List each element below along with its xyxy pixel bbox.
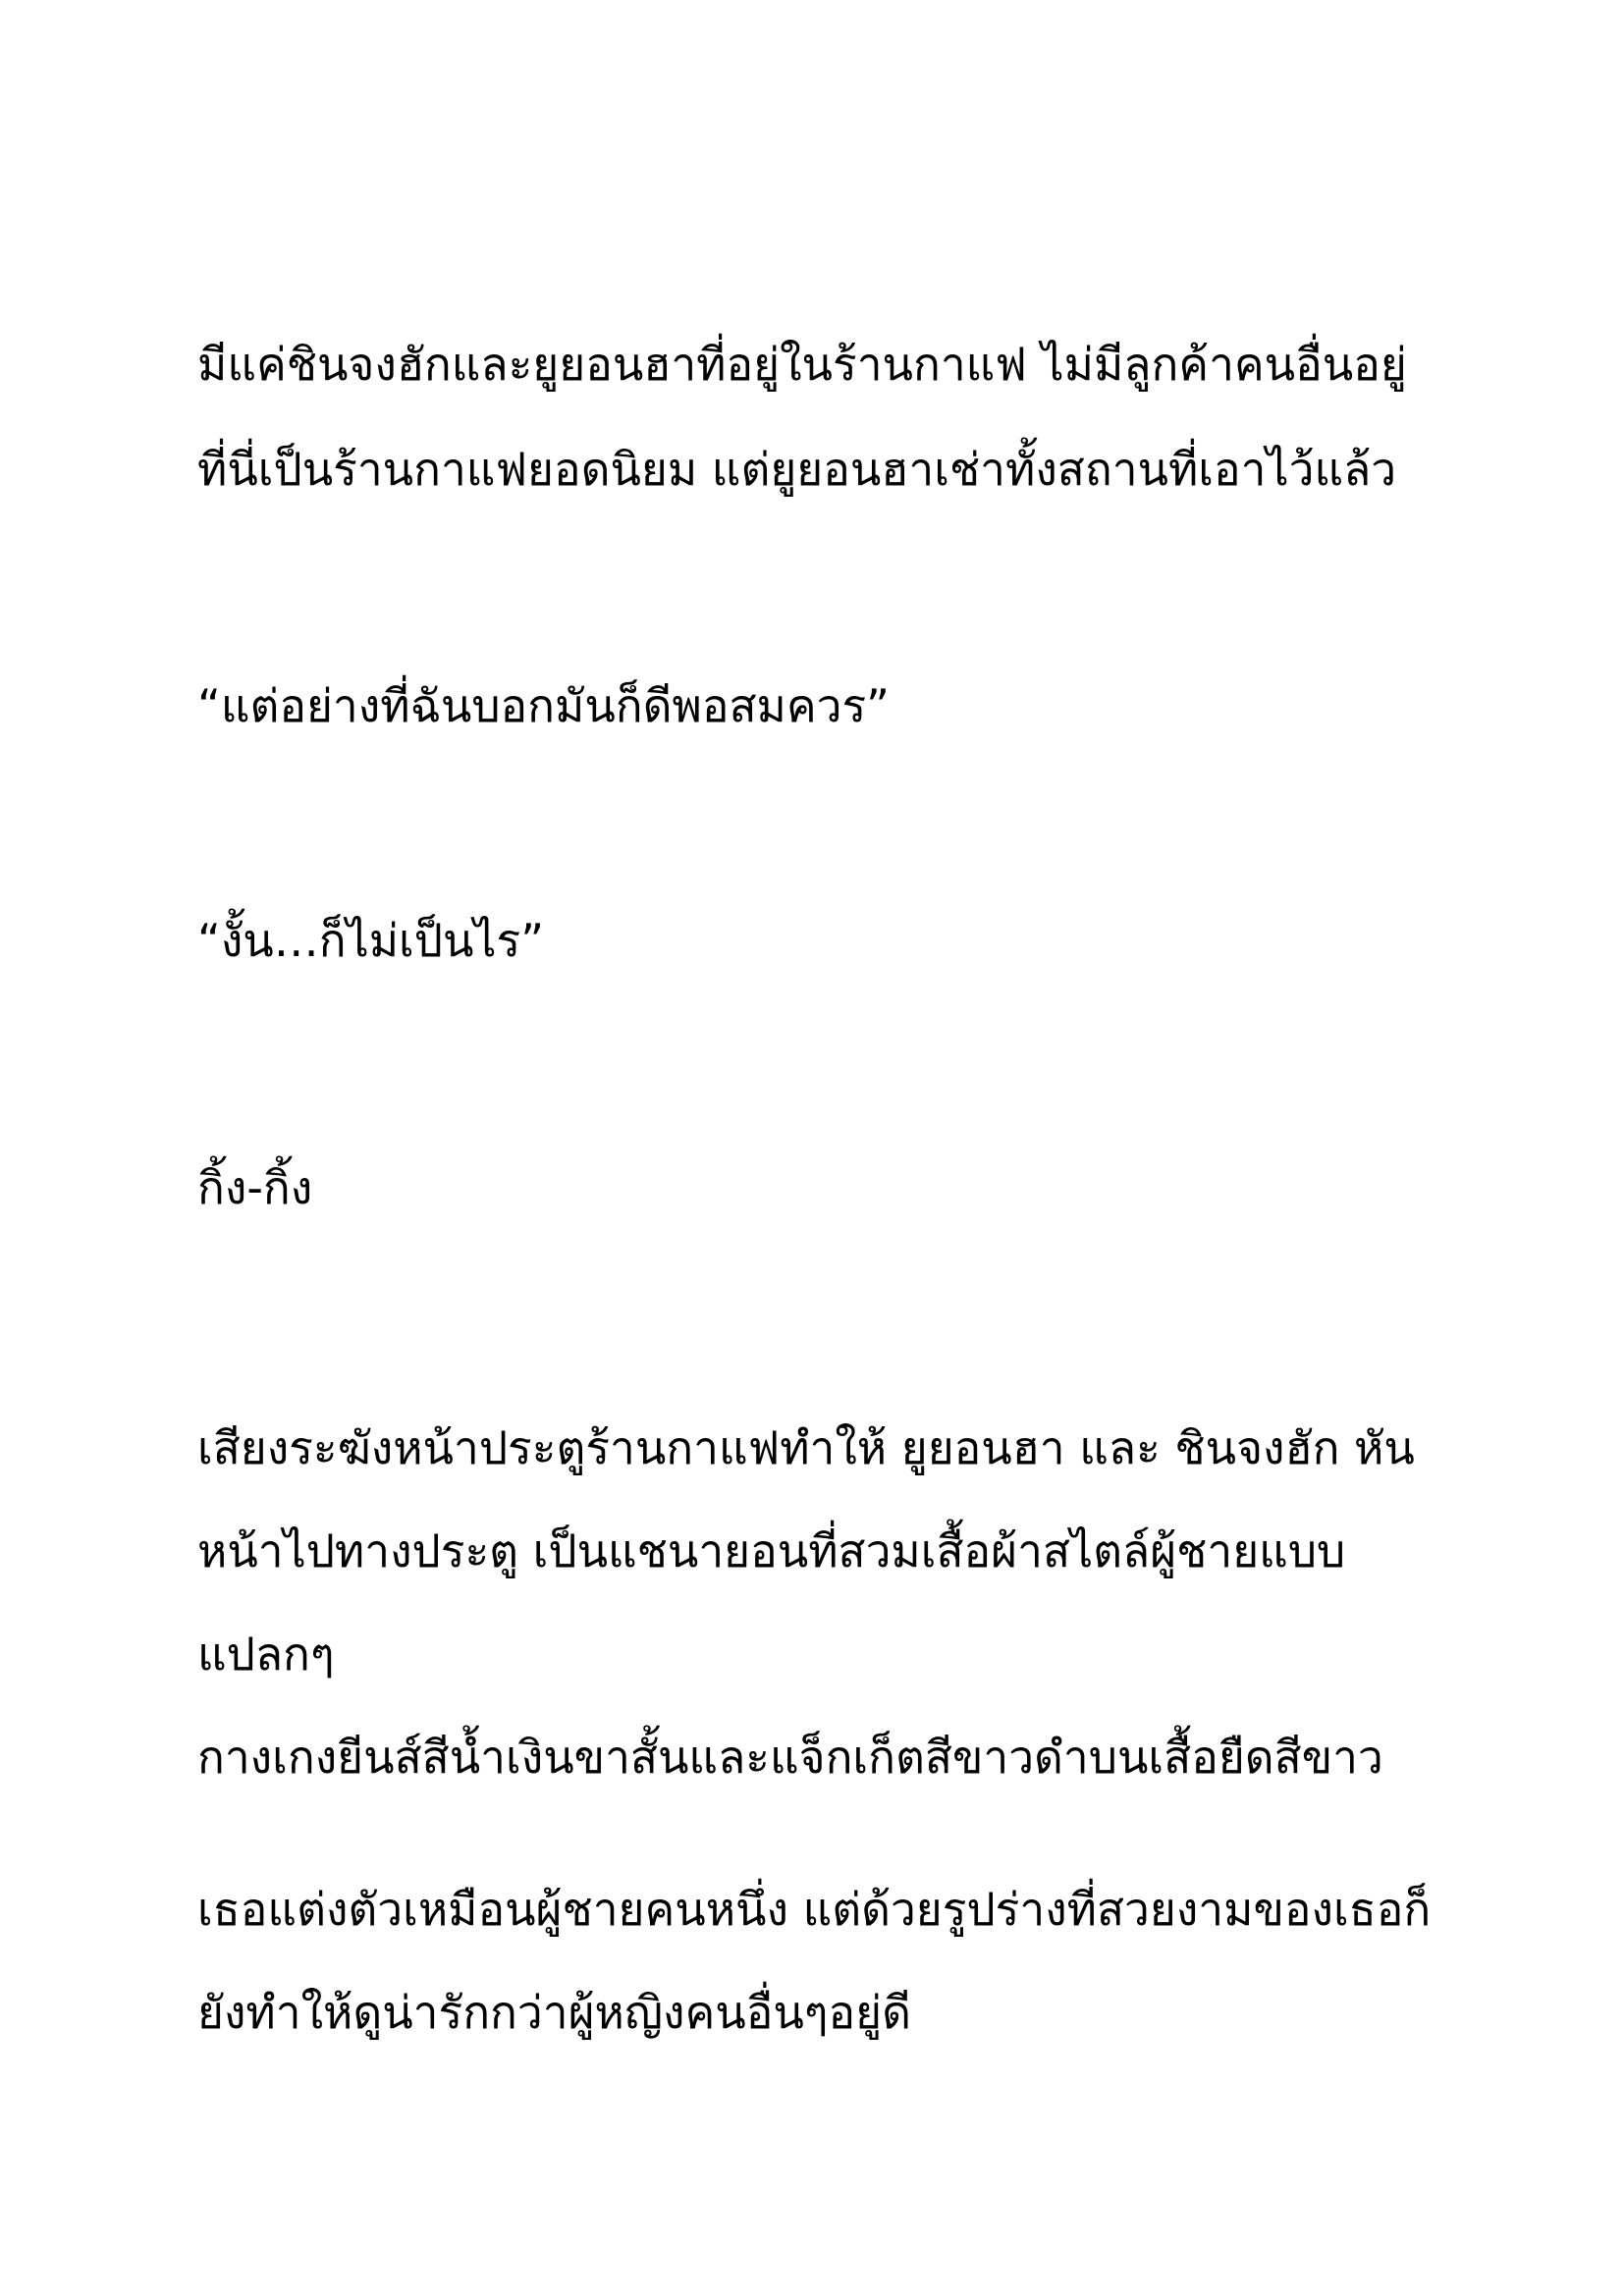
paragraph-line: เธอแต่งตัวเหมือนผู้ชายคนหนึ่ง แต่ด้วยรูปร่างที่สวยงามของเธอก็ [197,1883,1432,1936]
paragraph-line: กางเกงยีนส์สีน้ำเงินขาสั้นและแจ็กเก็ตสีขาวดำบนเสื้อยืดสีขาว [197,1731,1383,1784]
paragraph-line: แปลกๆ [197,1628,335,1681]
paragraph-line: ยังทำให้ดูน่ารักกว่าผู้หญิงคนอื่นๆอยู่ดี [197,1986,911,2039]
dialogue-line: “แต่อย่างที่ฉันบอกมันก็ดีพอสมควร” [197,679,890,732]
paragraph-line: มีแค่ชินจงฮักและยูยอนฮาที่อยู่ในร้านกาแฟ ไม่มีลูกค้าคนอื่นอยู่ [197,338,1407,391]
paragraph-line: ที่นี่เป็นร้านกาแฟยอดนิยม แต่ยูยอนฮาเช่าทั้งสถานที่เอาไว้แล้ว [197,443,1397,496]
paragraph-line: เสียงระฆังหน้าประตูร้านกาแฟทำให้ ยูยอนฮา และ ชินจงฮัก หัน [197,1421,1415,1474]
paragraph-line: หน้าไปทางประตู เป็นแชนายอนที่สวมเสื้อผ้าสไตล์ผู้ชายแบบ [197,1524,1346,1577]
sound-effect-line: กิ้ง-กิ้ง [197,1161,313,1214]
dialogue-line: “งั้น…ก็ไม่เป็นไร” [197,914,545,967]
